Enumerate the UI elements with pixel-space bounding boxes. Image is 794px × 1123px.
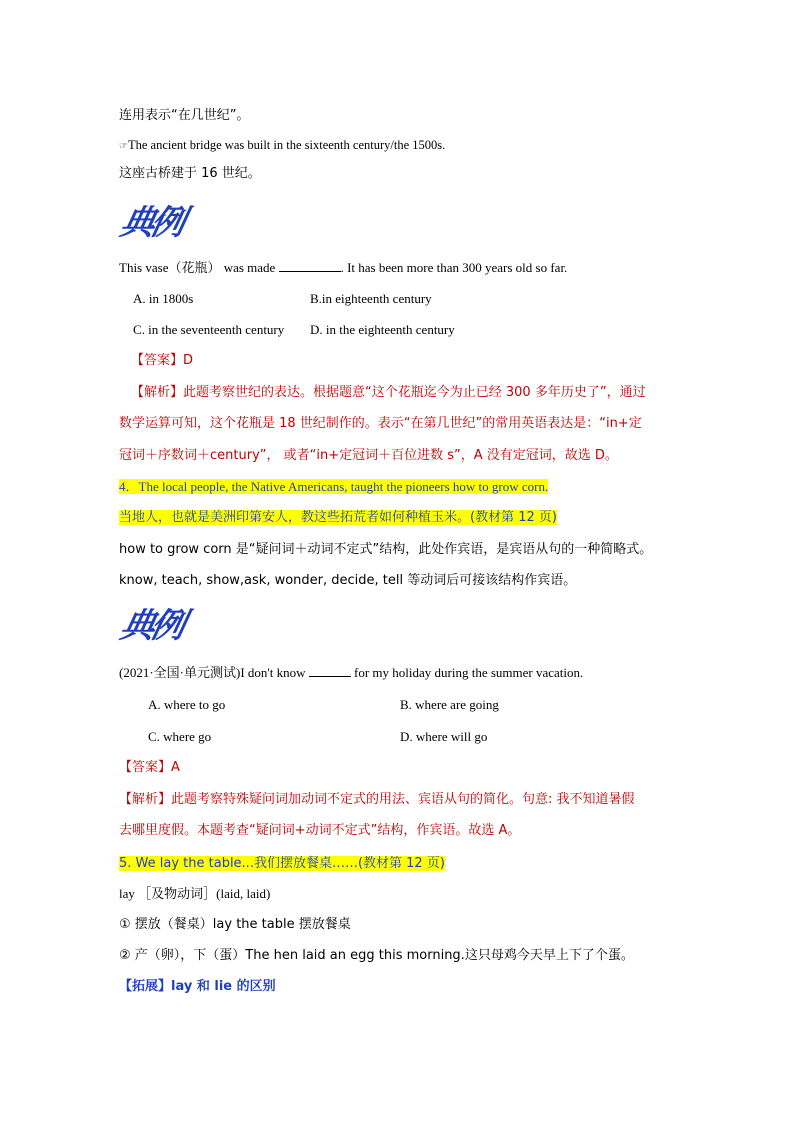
section-5-line-2: lay ［及物动词］(laid, laid) — [119, 886, 271, 901]
translation-line: 这座古桥建于 16 世纪。 — [119, 166, 261, 181]
explanation-1-line-1: 【解析】此题考察世纪的表达。根据题意“这个花瓶迄今为止已经 300 多年历史了”，通过 — [131, 385, 646, 400]
section-4-translation: 当地人，也就是美洲印第安人，教这些拓荒者如何种植玉米。(教材第 12 页) — [119, 510, 557, 525]
explanation-1-line-2: 数学运算可知，这个花瓶是 18 世纪制作的。表示“在第几世纪”的常用英语表达是：“in+定 — [119, 416, 642, 431]
answer-blank — [279, 259, 341, 272]
example-logo: 典例 — [116, 606, 186, 646]
option-d: D. where will go — [400, 729, 488, 744]
extension-heading: 【拓展】lay 和 lie 的区别 — [119, 979, 276, 994]
option-d: D. in the eighteenth century — [310, 322, 455, 337]
option-c: C. in the seventeenth century — [133, 322, 285, 337]
explanation-1-line-3: 冠词＋序数词＋century”， 或者“in+定冠词＋百位进数 s”，A 没有定冠词，故选 D。 — [119, 448, 618, 463]
option-b: B. where are going — [400, 697, 499, 712]
section-5-line-4: ② 产（卵），下（蛋）The hen laid an egg this morning.这只母鸡今天早上下了个蛋。 — [119, 948, 634, 963]
answer-blank — [309, 664, 351, 677]
text-line: 连用表示“在几世纪”。 — [119, 108, 250, 123]
section-5-line-3: ① 摆放（餐桌）lay the table 摆放餐桌 — [119, 917, 351, 932]
section-4-note-1: how to grow corn 是“疑问词＋动词不定式”结构，此处作宾语，是宾语从句的一种简略式。 — [119, 542, 653, 557]
question-1: This vase（花瓶） was made . It has been more than 300 years old so far. — [119, 260, 568, 275]
section-5-heading: 5. We lay the table...我们摆放餐桌……(教材第 12 页) — [119, 856, 445, 871]
option-b: B.in eighteenth century — [310, 291, 432, 306]
option-a: A. in 1800s — [133, 291, 194, 306]
option-a: A. where to go — [148, 697, 226, 712]
answer-2: 【答案】A — [119, 760, 180, 775]
explanation-2-line-1: 【解析】此题考察特殊疑问词加动词不定式的用法、宾语从句的简化。句意: 我不知道暑假 — [119, 792, 635, 807]
example-sentence: ☞The ancient bridge was built in the sixteenth century/the 1500s. — [119, 138, 446, 152]
example-logo: 典例 — [116, 203, 186, 243]
question-2: (2021·全国·单元测试)I don't know for my holiday during the summer vacation. — [119, 665, 584, 680]
section-4-heading: 4．The local people, the Native Americans, taught the pioneers how to grow corn. — [119, 479, 549, 494]
explanation-2-line-2: 去哪里度假。本题考查“疑问词+动词不定式”结构，作宾语。故选 A。 — [119, 823, 521, 838]
section-4-note-2: know, teach, show,ask, wonder, decide, tell 等动词后可接该结构作宾语。 — [119, 573, 577, 588]
pointing-hand-icon: ☞ — [119, 141, 128, 152]
option-c: C. where go — [148, 729, 212, 744]
answer-1: 【答案】D — [131, 353, 194, 368]
